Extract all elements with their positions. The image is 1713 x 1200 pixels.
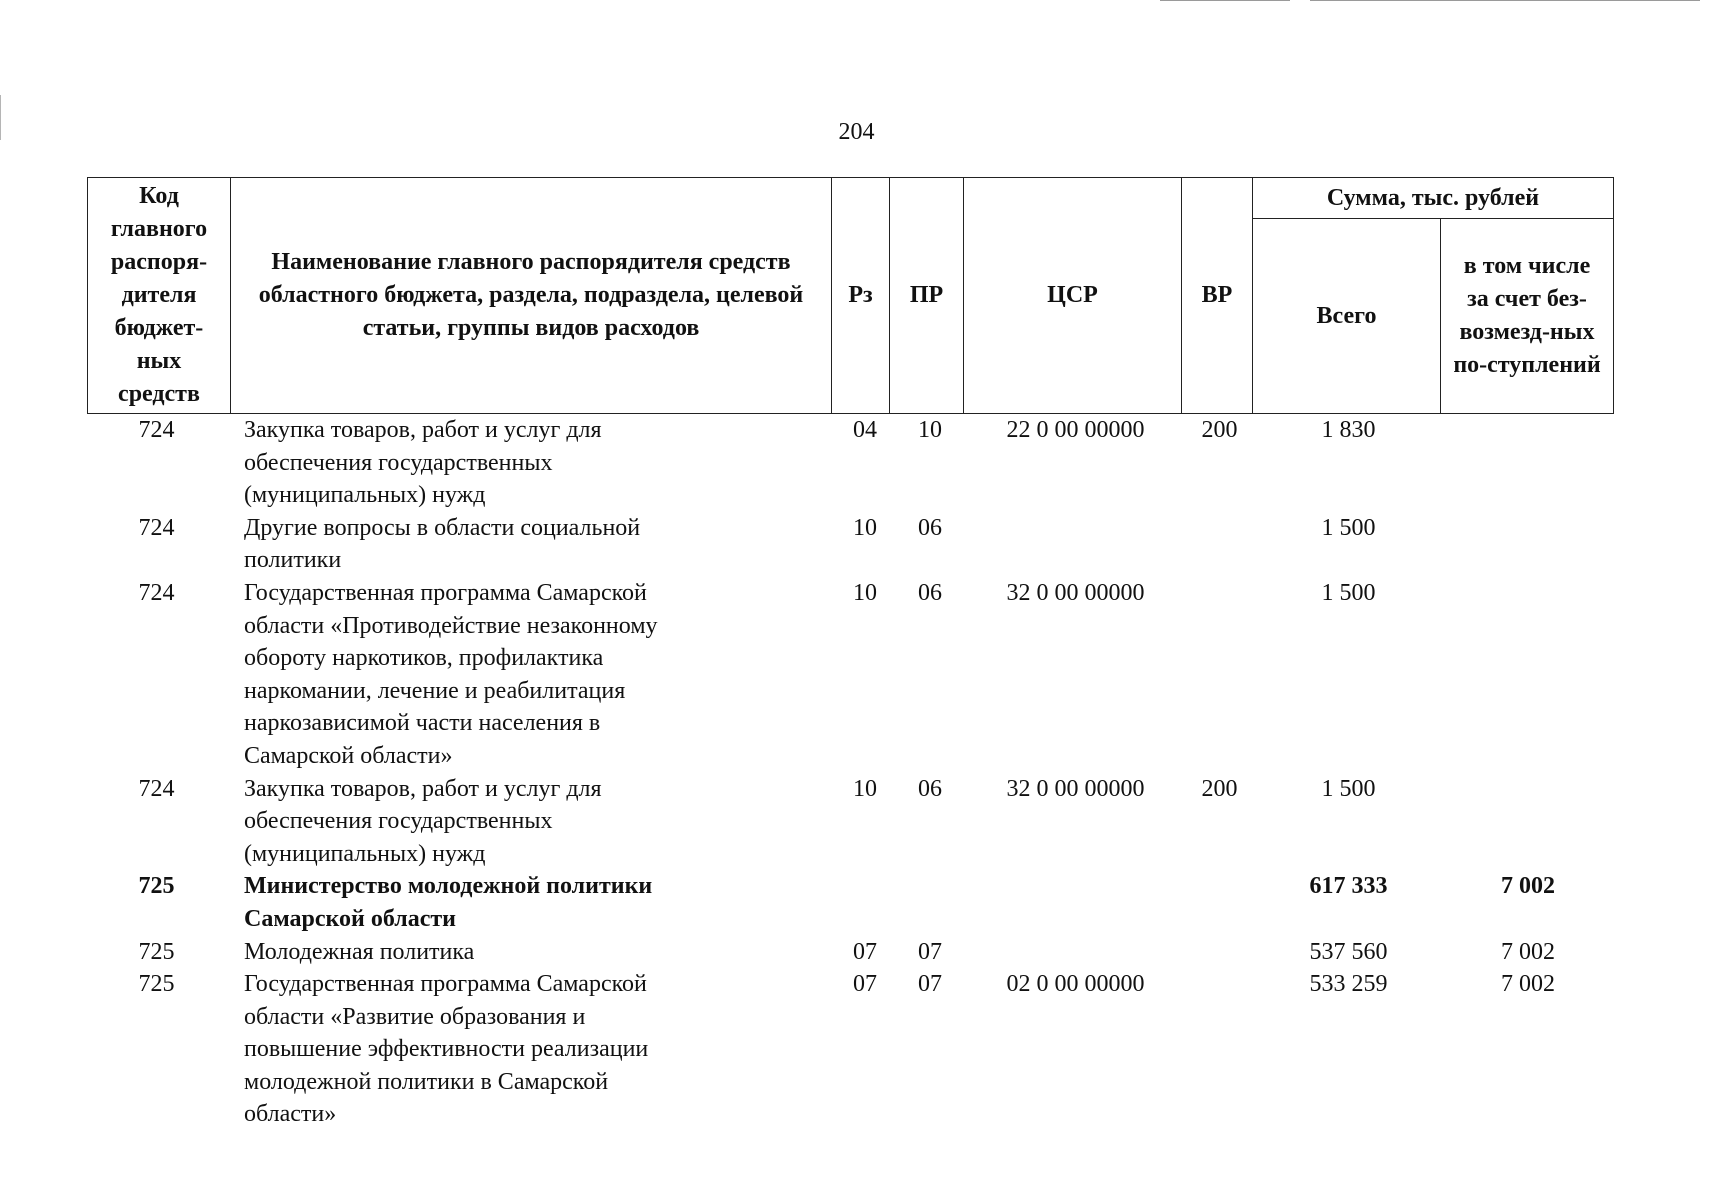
cell-name: Закупка товаров, работ и услуг для обеспечения государственных (муниципальных) нужд bbox=[244, 775, 602, 867]
header-code-text: Код главного распоря-дителя бюджет-ных средств bbox=[110, 183, 208, 407]
scan-line bbox=[1310, 0, 1700, 1]
header-total-text: Всего bbox=[1316, 302, 1377, 329]
cell-total: 537 560 bbox=[1309, 938, 1388, 965]
cell-total: 1 500 bbox=[1321, 579, 1376, 606]
cell-pr: 07 bbox=[918, 938, 942, 965]
cell-name: Закупка товаров, работ и услуг для обеспечения государственных (муниципальных) нужд bbox=[244, 417, 602, 509]
cell-pr: 06 bbox=[918, 775, 942, 802]
cell-rz: 07 bbox=[853, 938, 877, 965]
cell-name: Государственная программа Самарской области «Развитие образования и повышение эффективности реализации молодежной политики в Самарской области» bbox=[244, 971, 649, 1128]
cell-pr: 10 bbox=[918, 417, 942, 443]
header-csr bbox=[964, 178, 1182, 413]
cell-pr: 06 bbox=[918, 514, 942, 541]
table-row-ministry bbox=[87, 870, 1614, 935]
table-row bbox=[87, 936, 1614, 969]
cell-rz: 04 bbox=[853, 417, 877, 443]
table-row bbox=[87, 577, 1614, 773]
header-code bbox=[88, 178, 231, 413]
cell-code: 725 bbox=[138, 873, 175, 900]
cell-total: 1 500 bbox=[1321, 514, 1376, 541]
table-row bbox=[87, 414, 1614, 512]
scan-line bbox=[1160, 0, 1290, 1]
table-header bbox=[87, 177, 1614, 414]
header-total bbox=[1253, 219, 1441, 413]
header-free-text: в том числе за счет без-возмезд-ных по-ступлений bbox=[1453, 253, 1601, 378]
header-sum-title: Сумма, тыс. рублей bbox=[1253, 178, 1613, 219]
header-vr bbox=[1182, 178, 1253, 413]
table-row bbox=[87, 968, 1614, 1131]
cell-free: 7 002 bbox=[1501, 971, 1555, 998]
header-rz bbox=[832, 178, 890, 413]
cell-total: 533 259 bbox=[1309, 971, 1388, 998]
header-vr-text: ВР bbox=[1201, 282, 1233, 308]
cell-code: 725 bbox=[138, 971, 175, 998]
cell-total: 617 333 bbox=[1309, 873, 1388, 900]
cell-csr: 22 0 00 00000 bbox=[1006, 417, 1145, 443]
header-name-text: Наименование главного распорядителя средств областного бюджета, раздела, подраздела, целевой статьи, группы видов расходов bbox=[258, 249, 804, 341]
cell-rz: 07 bbox=[853, 971, 877, 998]
header-pr-text: ПР bbox=[909, 282, 944, 308]
cell-rz: 10 bbox=[853, 514, 877, 541]
table-row bbox=[87, 773, 1614, 871]
header-name bbox=[231, 178, 832, 413]
cell-pr: 06 bbox=[918, 579, 942, 606]
header-rz-text: Рз bbox=[848, 282, 873, 308]
cell-code: 724 bbox=[138, 775, 175, 802]
table-row bbox=[87, 512, 1614, 577]
header-pr bbox=[890, 178, 964, 413]
cell-csr: 02 0 00 00000 bbox=[1006, 971, 1145, 998]
cell-csr: 32 0 00 00000 bbox=[1006, 775, 1145, 802]
cell-code: 724 bbox=[138, 514, 175, 541]
cell-rz: 10 bbox=[853, 579, 877, 606]
cell-name: Министерство молодежной политики Самарской области bbox=[244, 873, 653, 932]
cell-vr: 200 bbox=[1201, 775, 1238, 802]
table-body bbox=[87, 414, 1614, 1131]
cell-free: 7 002 bbox=[1501, 873, 1555, 900]
header-sum-group bbox=[1253, 178, 1613, 413]
cell-code: 724 bbox=[138, 579, 175, 606]
header-free bbox=[1441, 219, 1613, 413]
cell-name: Молодежная политика bbox=[244, 938, 475, 965]
cell-name: Другие вопросы в области социальной политики bbox=[244, 514, 641, 574]
cell-code: 724 bbox=[138, 417, 175, 443]
cell-free: 7 002 bbox=[1501, 938, 1555, 965]
cell-rz: 10 bbox=[853, 775, 877, 802]
cell-pr: 07 bbox=[918, 971, 942, 998]
cell-total: 1 500 bbox=[1321, 775, 1376, 802]
cell-csr: 32 0 00 00000 bbox=[1006, 579, 1145, 606]
cell-name: Государственная программа Самарской области «Противодействие незаконному обороту наркотиков, профилактика наркомании, лечение и реабилитация наркозависимой части населения в Самарской области» bbox=[244, 579, 658, 769]
cell-vr: 200 bbox=[1201, 417, 1238, 443]
cell-code: 725 bbox=[138, 938, 175, 965]
cell-total: 1 830 bbox=[1321, 417, 1376, 443]
header-csr-text: ЦСР bbox=[1047, 282, 1098, 308]
page-number: 204 bbox=[838, 119, 875, 145]
